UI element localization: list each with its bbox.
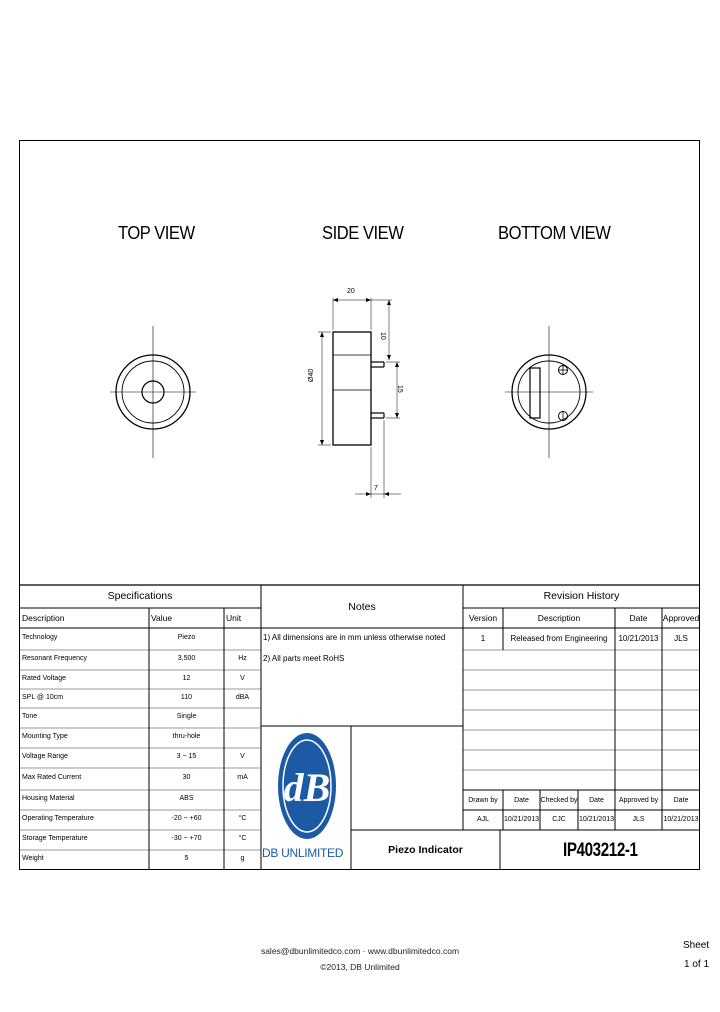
spec-header-unit: Unit — [226, 613, 242, 623]
rev-row-date: 10/21/2013 — [618, 634, 659, 643]
side-view-title: SIDE VIEW — [322, 223, 404, 243]
spec-unit: mA — [237, 774, 248, 781]
top-view-title: TOP VIEW — [118, 223, 195, 243]
spec-unit: V — [240, 753, 245, 760]
rev-row-description: Released from Engineering — [510, 634, 608, 643]
spec-unit: V — [240, 675, 245, 682]
notes-title: Notes — [348, 601, 376, 613]
spec-unit: °C — [238, 835, 247, 842]
dim-diameter: Ø40 — [308, 368, 315, 382]
approval-value: CJC — [552, 816, 566, 823]
sheet-value: 1 of 1 — [684, 959, 710, 970]
spec-unit: g — [240, 855, 245, 862]
approval-value: 10/21/2013 — [578, 816, 615, 823]
specifications-title: Specifications — [107, 590, 173, 602]
note-1: 1) All dimensions are in mm unless otherwise noted — [263, 633, 446, 642]
approval-header: Date — [673, 797, 689, 804]
approval-value: 10/21/2013 — [503, 816, 540, 823]
spec-value: 12 — [182, 675, 191, 682]
rev-header-date: Date — [629, 613, 648, 623]
dim-pin-length: 10 — [379, 332, 386, 340]
approval-header: Date — [589, 797, 604, 804]
spec-value: 3 ~ 15 — [176, 753, 197, 760]
rev-row-version: 1 — [480, 634, 486, 643]
spec-value: Piezo — [177, 634, 196, 641]
spec-description: Tone — [22, 713, 38, 720]
approval-value: AJL — [476, 816, 490, 823]
spec-value: 5 — [184, 855, 189, 862]
spec-value: -20 ~ +60 — [171, 815, 202, 822]
spec-description: Housing Material — [22, 795, 75, 802]
dim-pin-offset: 7 — [374, 485, 378, 492]
spec-description: Resonant Frequency — [22, 655, 87, 662]
revision-history-title: Revision History — [543, 590, 620, 602]
rev-header-version: Version — [468, 613, 498, 623]
spec-value: 3,500 — [177, 655, 196, 662]
bottom-view-title: BOTTOM VIEW — [498, 223, 611, 243]
spec-value: 30 — [182, 774, 191, 781]
spec-unit: Hz — [238, 655, 247, 662]
footer-contact: sales@dbunlimitedco.com · www.dbunlimitedco.com — [260, 946, 460, 956]
db-logo-icon — [275, 733, 339, 841]
product-name: Piezo Indicator — [388, 844, 463, 856]
approval-value: 10/21/2013 — [663, 816, 699, 823]
spec-description: SPL @ 10cm — [22, 694, 64, 701]
spec-value: ABS — [179, 795, 194, 802]
dim-pin-spacing: 15 — [396, 385, 403, 393]
spec-description: Mounting Type — [22, 733, 68, 740]
part-number: IP403212-1 — [563, 840, 638, 861]
spec-value: 110 — [180, 694, 193, 701]
spec-value: Single — [176, 713, 197, 720]
rev-header-approved: Approved — [662, 613, 700, 623]
rev-header-description: Description — [537, 613, 581, 623]
footer-copyright: ©2013, DB Unlimited — [320, 962, 400, 972]
approval-header: Drawn by — [468, 797, 498, 804]
spec-description: Weight — [22, 855, 44, 862]
spec-value: thru-hole — [172, 733, 201, 740]
company-name: DB UNLIMITED — [262, 846, 344, 860]
approval-value: JLS — [632, 816, 645, 823]
spec-header-value: Value — [151, 613, 173, 623]
spec-description: Operating Temperature — [22, 815, 94, 822]
spec-unit: °C — [238, 815, 247, 822]
spec-description: Max Rated Current — [22, 774, 82, 781]
note-2: 2) All parts meet RoHS — [263, 654, 345, 663]
approval-header: Approved by — [618, 797, 659, 804]
spec-header-description: Description — [22, 613, 65, 623]
dim-width: 20 — [347, 288, 355, 295]
spec-description: Technology — [22, 634, 58, 641]
spec-value: -30 ~ +70 — [171, 835, 202, 842]
spec-description: Rated Voltage — [22, 675, 66, 682]
approval-header: Date — [514, 797, 529, 804]
spec-unit: dBA — [235, 694, 250, 701]
logo-mark: dB — [283, 765, 331, 810]
spec-description: Voltage Range — [22, 753, 68, 760]
approval-header: Checked by — [540, 797, 578, 804]
spec-description: Storage Temperature — [22, 835, 88, 842]
rev-row-approved: JLS — [674, 634, 688, 643]
sheet-label: Sheet — [683, 940, 710, 951]
